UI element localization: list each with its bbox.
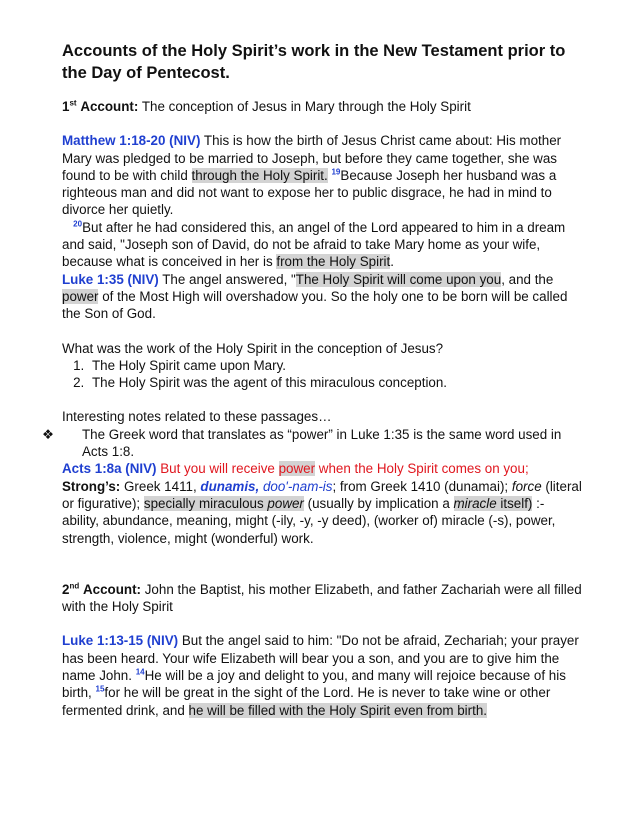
list-item: 1. The Holy Spirit came upon Mary. [88, 357, 582, 374]
matthew-reference: Matthew 1:18-20 (NIV) [62, 133, 201, 149]
verse-19: 19 [331, 167, 341, 177]
luke-1-13-text-3: for he will be great in the sight of the Lord. He is never to take wine or other fermented drink, and [62, 685, 551, 718]
strongs-text-3: (literal or figurative); [62, 478, 582, 511]
matthew-text-1: This is how the birth of Jesus Christ came about: His mother Mary was pledged to be married to Joseph, but before they came together, she was found to be with child [62, 133, 562, 183]
account-1-text: The conception of Jesus in Mary through the Holy Spirit [141, 99, 471, 114]
account-2-text: John the Baptist, his mother Elizabeth, and father Zachariah were all filled with the Holy Spirit [62, 581, 582, 615]
strongs-text-2: ; from Greek 1410 (dunamai); [332, 478, 509, 494]
account-2-number: 2 [62, 581, 70, 597]
question-text: What was the work of the Holy Spirit in the conception of Jesus? [62, 340, 444, 356]
strongs-entry [62, 478, 582, 547]
strongs-highlight-2: itself) [496, 495, 533, 511]
account-2-ordinal: nd [69, 581, 80, 591]
bullet-note [42, 426, 582, 461]
luke-1-13-reference: Luke 1:13-15 (NIV) [62, 633, 179, 649]
account-2-label: Account: [82, 581, 141, 597]
acts-reference: Acts 1:8a (NIV) [62, 461, 157, 477]
strongs-label: Strong’s: [62, 478, 121, 494]
diamond-bullet-icon: ❖ [42, 426, 55, 442]
page-title: Accounts of the Holy Spirit’s work in the New Testament prior to the Day of Pentecost. [62, 42, 566, 82]
strongs-miracle: miracle [453, 495, 497, 511]
strongs-word: dunamis, [200, 478, 260, 494]
acts-highlight-power: power [278, 461, 316, 477]
acts-text-2: when the Holy Spirit comes on you; [315, 461, 529, 477]
luke-1-35-text-3: of the Most High will overshadow you. So the holy one to be born will be called the Son of God. [62, 288, 568, 322]
account-1-number: 1 [62, 99, 70, 114]
strongs-pronunciation: doo'-nam-is [262, 478, 333, 494]
answer-list [62, 357, 582, 392]
luke-1-35-highlight-power: power [62, 288, 99, 304]
matthew-text-2: Because Joseph her husband was a righteous man and did not want to expose her to public disgrace, he had in mind to divorce her quietly. [62, 167, 557, 218]
acts-passage [62, 460, 582, 477]
luke-1-13-highlight: he will be filled with the Holy Spirit even from birth. [188, 702, 487, 718]
document-page [42, 40, 582, 719]
luke-1-13-passage [62, 632, 582, 718]
account-1-heading [62, 98, 582, 115]
matthew-passage [62, 132, 582, 270]
verse-20: 20 [73, 219, 83, 229]
strongs-text-4: (usually by implication a [303, 495, 454, 511]
strongs-force: force [511, 478, 542, 494]
notes-intro: Interesting notes related to these passages… [62, 409, 332, 425]
list-item: 2. The Holy Spirit was the agent of this miraculous conception. [88, 374, 582, 391]
strongs-text-5: :- ability, abundance, meaning, might (-ily, -y, -y deed), (worker of) miracle (-s), power, strength, violence, might (wonderful) work. [62, 495, 556, 546]
matthew-highlight-1: through the Holy Spirit. [191, 167, 328, 183]
strongs-text-1: Greek 1411, [120, 478, 201, 494]
account-1-label: Account: [80, 99, 139, 114]
matthew-text-3: But after he had considered this, an angel of the Lord appeared to him in a dream and said, "Joseph son of David, do not be afraid to take Mary home as your wife, because what is conceived in her is [62, 219, 566, 270]
luke-1-13-text-1: But the angel said to him: "Do not be afraid, Zechariah; your prayer has been heard. Your wife Elizabeth will bear you a son, and you are to give him the name John. [62, 633, 579, 684]
luke-1-35-text-2: , and the [501, 271, 554, 287]
luke-1-35-text-1: The angel answered, " [158, 271, 296, 287]
luke-1-35-reference: Luke 1:35 (NIV) [62, 271, 159, 287]
verse-15: 15 [95, 684, 105, 694]
verse-14: 14 [135, 667, 145, 677]
acts-text-1: But you will receive [156, 461, 279, 477]
matthew-text-4: . [390, 254, 394, 270]
strongs-highlight-1: specially miraculous [143, 495, 268, 511]
luke-1-35-highlight-1: The Holy Spirit will come upon you [295, 271, 502, 287]
luke-1-13-text-2: He will be a joy and delight to you, and many will rejoice because of his birth, [62, 668, 566, 701]
strongs-highlight-power: power [267, 495, 304, 511]
account-2-heading [62, 581, 582, 616]
luke-1-35-passage [62, 271, 582, 323]
bullet-note-text: The Greek word that translates as “power” in Luke 1:35 is the same word used in Acts 1:8. [82, 426, 562, 460]
matthew-highlight-2: from the Holy Spirit [276, 254, 391, 270]
account-1-ordinal: st [69, 98, 77, 108]
